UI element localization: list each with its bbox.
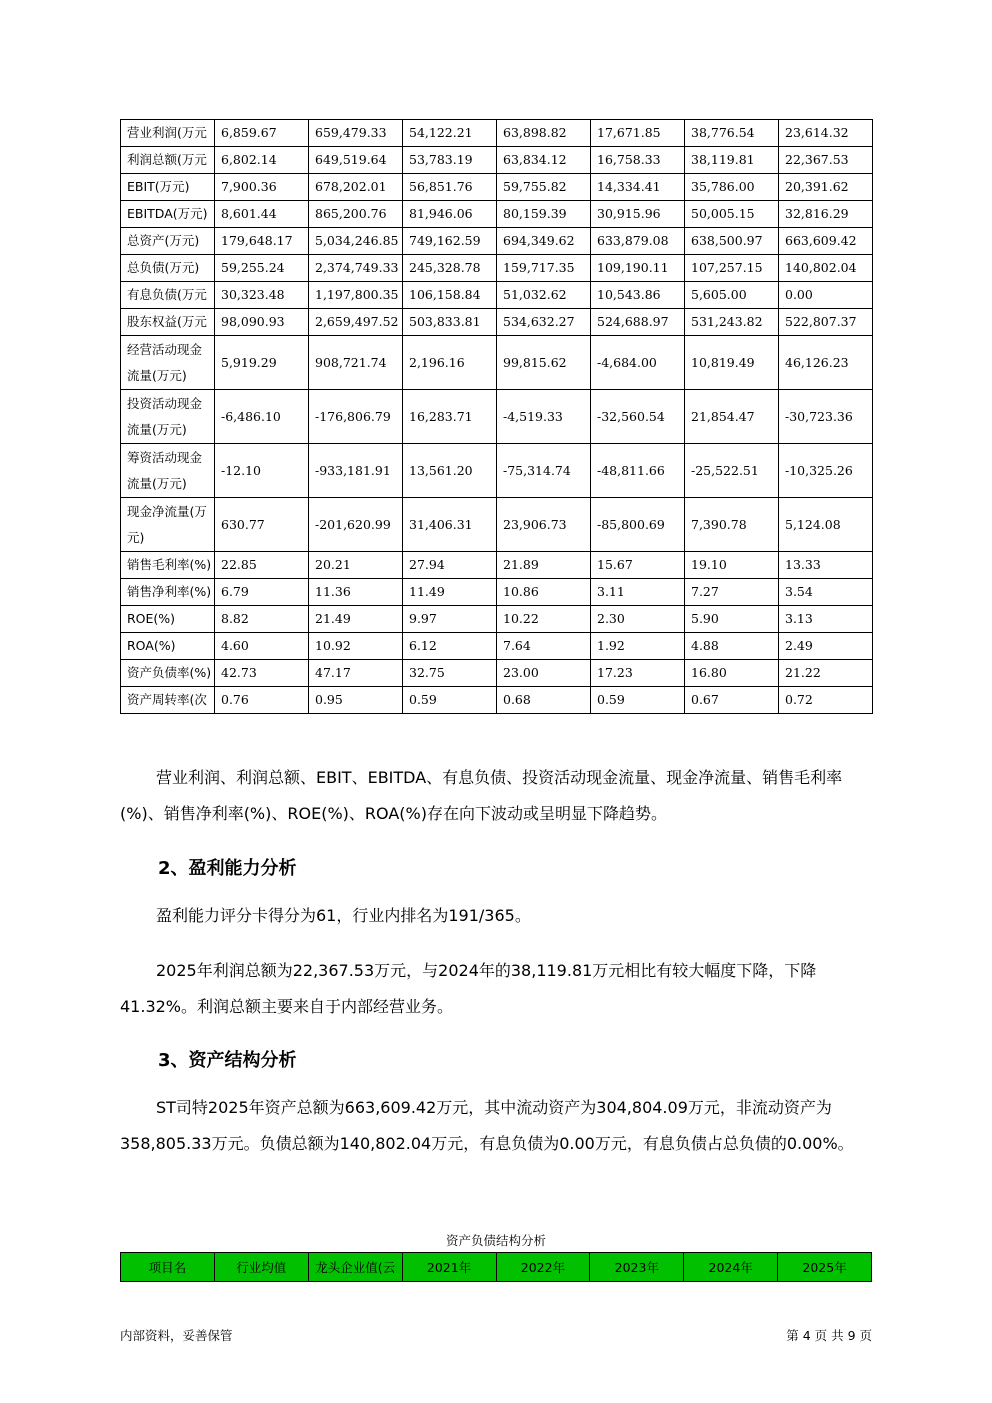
table-cell: -933,181.91 (309, 444, 403, 498)
table-cell: -10,325.26 (779, 444, 873, 498)
table-cell: 22,367.53 (779, 147, 873, 174)
row-label: 总资产(万元) (121, 228, 215, 255)
table-cell: 16,283.71 (403, 390, 497, 444)
table-cell: 81,946.06 (403, 201, 497, 228)
row-label: 股东权益(万元 (121, 309, 215, 336)
profit-paragraph: 2025年利润总额为22,367.53万元，与2024年的38,119.81万元相比有较大幅度下降，下降41.32%。利润总额主要来自于内部经营业务。 (120, 961, 817, 1016)
table-cell: 10,819.49 (685, 336, 779, 390)
table-cell: 21.22 (779, 660, 873, 687)
table-cell: 109,190.11 (591, 255, 685, 282)
table-cell: 23.00 (497, 660, 591, 687)
table-cell: 32.75 (403, 660, 497, 687)
header-cell: 行业均值 (214, 1253, 308, 1282)
table-row (121, 282, 873, 309)
table-cell: 503,833.81 (403, 309, 497, 336)
table-cell: 694,349.62 (497, 228, 591, 255)
row-label: 经营活动现金流量(万元) (121, 336, 215, 390)
table-row (121, 309, 873, 336)
table-cell: 865,200.76 (309, 201, 403, 228)
table-cell: 31,406.31 (403, 498, 497, 552)
table-cell: 0.59 (403, 687, 497, 714)
table-cell: 8,601.44 (215, 201, 309, 228)
table-cell: 159,717.35 (497, 255, 591, 282)
header-cell: 项目名 (121, 1253, 215, 1282)
table-cell: 7.27 (685, 579, 779, 606)
table-cell: 5,124.08 (779, 498, 873, 552)
table-row (121, 552, 873, 579)
header-cell: 2025年 (778, 1253, 872, 1282)
table-cell: 633,879.08 (591, 228, 685, 255)
table-row (121, 147, 873, 174)
section-2-heading: 2、盈利能力分析 (158, 858, 297, 879)
table-cell: 32,816.29 (779, 201, 873, 228)
table-cell: 5,919.29 (215, 336, 309, 390)
table-cell: 1,197,800.35 (309, 282, 403, 309)
table-cell: 11.49 (403, 579, 497, 606)
table-cell: 30,915.96 (591, 201, 685, 228)
table-cell: 59,255.24 (215, 255, 309, 282)
header-cell: 2024年 (684, 1253, 778, 1282)
row-label: 有息负债(万元 (121, 282, 215, 309)
table-cell: 16.80 (685, 660, 779, 687)
table-cell: 678,202.01 (309, 174, 403, 201)
table-cell: -4,684.00 (591, 336, 685, 390)
table-cell: 20.21 (309, 552, 403, 579)
table-cell: 54,122.21 (403, 120, 497, 147)
financial-indicators-table (120, 119, 873, 714)
table-cell: 13.33 (779, 552, 873, 579)
table-cell: 23,614.32 (779, 120, 873, 147)
row-label: 销售毛利率(%) (121, 552, 215, 579)
table-row (121, 255, 873, 282)
table-cell: 38,776.54 (685, 120, 779, 147)
table-cell: 15.67 (591, 552, 685, 579)
table-cell: 2.49 (779, 633, 873, 660)
table-cell: 63,898.82 (497, 120, 591, 147)
table-cell: 7,900.36 (215, 174, 309, 201)
table-cell: 179,648.17 (215, 228, 309, 255)
table-cell: 6.12 (403, 633, 497, 660)
table-cell: 6,802.14 (215, 147, 309, 174)
table-cell: 4.88 (685, 633, 779, 660)
table-cell: 140,802.04 (779, 255, 873, 282)
table-cell: 47.17 (309, 660, 403, 687)
table-cell: 0.00 (779, 282, 873, 309)
table-header-row (121, 1253, 872, 1282)
header-cell: 2022年 (496, 1253, 590, 1282)
table-cell: 17,671.85 (591, 120, 685, 147)
table-cell: 0.76 (215, 687, 309, 714)
table-cell: 38,119.81 (685, 147, 779, 174)
table-cell: -176,806.79 (309, 390, 403, 444)
table-cell: 53,783.19 (403, 147, 497, 174)
table-row (121, 633, 873, 660)
table-cell: 42.73 (215, 660, 309, 687)
footer-confidential: 内部资料，妥善保管 (120, 1328, 233, 1343)
table-row (121, 660, 873, 687)
table-cell: -4,519.33 (497, 390, 591, 444)
table-cell: 8.82 (215, 606, 309, 633)
footer-page-number: 第 4 页 共 9 页 (786, 1328, 872, 1343)
table-cell: 106,158.84 (403, 282, 497, 309)
section-3-heading: 3、资产结构分析 (158, 1050, 297, 1071)
table-cell: 2.30 (591, 606, 685, 633)
table-row (121, 444, 873, 498)
table-cell: 0.68 (497, 687, 591, 714)
table-cell: 80,159.39 (497, 201, 591, 228)
row-label: 资产周转率(次 (121, 687, 215, 714)
table-cell: 1.92 (591, 633, 685, 660)
table-cell: 630.77 (215, 498, 309, 552)
table-cell: 20,391.62 (779, 174, 873, 201)
table-cell: 663,609.42 (779, 228, 873, 255)
table-row (121, 498, 873, 552)
row-label: 销售净利率(%) (121, 579, 215, 606)
table-cell: 10.92 (309, 633, 403, 660)
table-cell: 35,786.00 (685, 174, 779, 201)
table-cell: 5.90 (685, 606, 779, 633)
table-cell: 13,561.20 (403, 444, 497, 498)
table-cell: 51,032.62 (497, 282, 591, 309)
header-cell: 龙头企业值(云 (308, 1253, 402, 1282)
table-cell: -48,811.66 (591, 444, 685, 498)
table-cell: 21.89 (497, 552, 591, 579)
table-cell: 649,519.64 (309, 147, 403, 174)
table-cell: 5,034,246.85 (309, 228, 403, 255)
table-cell: -85,800.69 (591, 498, 685, 552)
table-cell: 63,834.12 (497, 147, 591, 174)
table-cell: 5,605.00 (685, 282, 779, 309)
row-label: 利润总额(万元 (121, 147, 215, 174)
table-cell: 99,815.62 (497, 336, 591, 390)
table-cell: 2,659,497.52 (309, 309, 403, 336)
table-cell: 11.36 (309, 579, 403, 606)
trend-paragraph: 营业利润、利润总额、EBIT、EBITDA、有息负债、投资活动现金流量、现金净流量、销售毛利率(%)、销售净利率(%)、ROE(%)、ROA(%)存在向下波动或呈明显下降趋势。 (120, 768, 843, 823)
table-cell: -201,620.99 (309, 498, 403, 552)
row-label: 投资活动现金流量(万元) (121, 390, 215, 444)
table-cell: 16,758.33 (591, 147, 685, 174)
table-row (121, 687, 873, 714)
table-cell: 0.72 (779, 687, 873, 714)
table-cell: 7.64 (497, 633, 591, 660)
table-row (121, 390, 873, 444)
row-label: EBIT(万元) (121, 174, 215, 201)
table-cell: 6.79 (215, 579, 309, 606)
score-paragraph: 盈利能力评分卡得分为61，行业内排名为191/365。 (156, 906, 531, 925)
table-cell: 46,126.23 (779, 336, 873, 390)
table-cell: 56,851.76 (403, 174, 497, 201)
row-label: 筹资活动现金流量(万元) (121, 444, 215, 498)
table-cell: 21.49 (309, 606, 403, 633)
table-cell: 22.85 (215, 552, 309, 579)
table-cell: 19.10 (685, 552, 779, 579)
asset-liability-structure-table (120, 1252, 872, 1282)
table-cell: 9.97 (403, 606, 497, 633)
table-row (121, 606, 873, 633)
structure-paragraph: ST司特2025年资产总额为663,609.42万元，其中流动资产为304,804.09万元，非流动资产为358,805.33万元。负债总额为140,802.04万元，有息负债为0.00万元，有息负债占总负债的0.00%。 (120, 1098, 854, 1153)
table-cell: 10.22 (497, 606, 591, 633)
table-cell: 27.94 (403, 552, 497, 579)
row-label: ROA(%) (121, 633, 215, 660)
table-row (121, 174, 873, 201)
table-cell: 534,632.27 (497, 309, 591, 336)
table-cell: -75,314.74 (497, 444, 591, 498)
table-cell: 98,090.93 (215, 309, 309, 336)
table-cell: 10,543.86 (591, 282, 685, 309)
row-label: EBITDA(万元) (121, 201, 215, 228)
table-cell: 4.60 (215, 633, 309, 660)
table-cell: 59,755.82 (497, 174, 591, 201)
table-cell: 3.13 (779, 606, 873, 633)
table-cell: 522,807.37 (779, 309, 873, 336)
table-cell: 3.54 (779, 579, 873, 606)
table-cell: 0.67 (685, 687, 779, 714)
table-cell: 17.23 (591, 660, 685, 687)
header-cell: 2023年 (590, 1253, 684, 1282)
row-label: 资产负债率(%) (121, 660, 215, 687)
table-cell: 2,196.16 (403, 336, 497, 390)
table-cell: 30,323.48 (215, 282, 309, 309)
table-cell: 50,005.15 (685, 201, 779, 228)
table-cell: 3.11 (591, 579, 685, 606)
header-cell: 2021年 (402, 1253, 496, 1282)
row-label: 营业利润(万元 (121, 120, 215, 147)
table-cell: 7,390.78 (685, 498, 779, 552)
table-cell: -25,522.51 (685, 444, 779, 498)
table-cell: 245,328.78 (403, 255, 497, 282)
table-row (121, 120, 873, 147)
table-cell: 6,859.67 (215, 120, 309, 147)
table-row (121, 579, 873, 606)
row-label: ROE(%) (121, 606, 215, 633)
table-cell: 659,479.33 (309, 120, 403, 147)
table-cell: 638,500.97 (685, 228, 779, 255)
table-cell: 21,854.47 (685, 390, 779, 444)
table-cell: -12.10 (215, 444, 309, 498)
table-cell: 0.95 (309, 687, 403, 714)
table-cell: 2,374,749.33 (309, 255, 403, 282)
table-cell: 749,162.59 (403, 228, 497, 255)
table-cell: 531,243.82 (685, 309, 779, 336)
table-cell: -32,560.54 (591, 390, 685, 444)
table-cell: 23,906.73 (497, 498, 591, 552)
table-cell: 0.59 (591, 687, 685, 714)
table-cell: 14,334.41 (591, 174, 685, 201)
table-row (121, 336, 873, 390)
row-label: 总负债(万元) (121, 255, 215, 282)
table-cell: -30,723.36 (779, 390, 873, 444)
table-row (121, 228, 873, 255)
table-cell: 524,688.97 (591, 309, 685, 336)
table-cell: 908,721.74 (309, 336, 403, 390)
table-cell: -6,486.10 (215, 390, 309, 444)
struct-table-caption: 资产负债结构分析 (445, 1233, 546, 1248)
table-cell: 10.86 (497, 579, 591, 606)
row-label: 现金净流量(万元) (121, 498, 215, 552)
table-row (121, 201, 873, 228)
table-cell: 107,257.15 (685, 255, 779, 282)
